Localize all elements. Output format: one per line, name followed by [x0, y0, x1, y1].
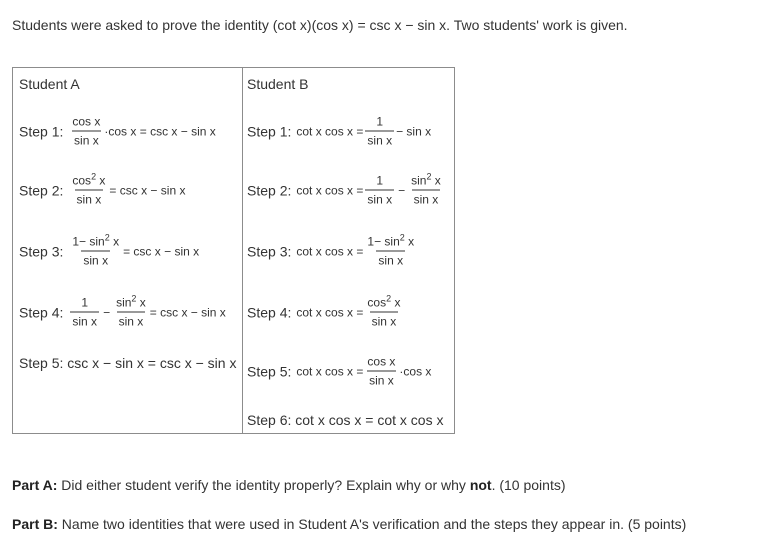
- fraction: $\frac{\text{cos x}}{\text{sin x}}$: [72, 114, 101, 148]
- fraction: $\frac{\cos^2 x}{\text{sin x}}$: [367, 293, 401, 329]
- fraction: $\frac{1}{\text{sin x}}$: [367, 114, 393, 148]
- step-expression: = csc x − sin x: [149, 305, 226, 319]
- step-expression: ·cos x: [399, 364, 432, 378]
- step-label: Step 2:: [247, 182, 292, 198]
- part-a-question: Part A: Did either student verify the identity properly? Explain why or why not. (10 points): [12, 477, 566, 493]
- proof-table: [12, 67, 455, 434]
- fraction: $\frac{1- \sin^2 x}{\text{sin x}}$: [72, 232, 120, 268]
- student-b-step-1: Step 1: cot x cos x = $\frac{1}{\text{sin x}}$ − sin x: [247, 114, 432, 148]
- fraction: $\frac{1- \sin^2 x}{\text{sin x}}$: [367, 232, 415, 268]
- step-label: Step 4:: [19, 304, 64, 320]
- part-a-label: Part A:: [12, 477, 58, 493]
- problem-statement: Students were asked to prove the identity (cot x)(cos x) = csc x − sin x. Two students' work is given.: [12, 17, 628, 33]
- step-label: Step 3:: [19, 243, 64, 259]
- step-label: Step 4:: [247, 304, 292, 320]
- student-a-step-5: Step 5: csc x − sin x = csc x − sin x: [19, 355, 237, 371]
- student-b-step-2: Step 2: cot x cos x = $\frac{1}{\text{sin x}}$ − $\frac{\sin^2 x}{\text{sin x}}$: [247, 171, 441, 207]
- fraction: $\frac{\cos^2 x}{\text{sin x}}$: [72, 171, 106, 207]
- part-b-question: Part B: Name two identities that were used in Student A's verification and the steps they appear in. (5 points): [12, 516, 687, 532]
- fraction: $\frac{1}{\text{sin x}}$: [367, 173, 393, 207]
- student-a-step-4: Step 4: $\frac{1}{\text{sin x}}$ − $\frac{\sin^2 x}{\text{sin x}}$ = csc x − sin x: [19, 293, 226, 329]
- fraction: $\frac{1}{\text{sin x}}$: [72, 295, 98, 329]
- step-label: Step 1:: [19, 123, 64, 139]
- step-label: Step 5:: [247, 363, 292, 379]
- column-divider: [242, 68, 243, 433]
- fraction: $\frac{\text{cos x}}{\text{sin x}}$: [367, 354, 396, 388]
- step-expression: = csc x − sin x: [123, 244, 200, 258]
- student-a-step-2: [19, 171, 186, 207]
- student-b-step-3: Step 3: cot x cos x = $\frac{1- \sin^2 x}{\text{sin x}}$: [247, 232, 415, 268]
- student-b-heading: Student B: [247, 76, 309, 92]
- fraction: $\frac{\sin^2 x}{\text{sin x}}$: [411, 171, 441, 207]
- step-expression: ·cos x = csc x − sin x: [104, 124, 216, 138]
- part-b-label: Part B:: [12, 516, 58, 532]
- fraction: $\frac{\sin^2 x}{\text{sin x}}$: [116, 293, 146, 329]
- student-a-step-3: [19, 232, 200, 268]
- student-a-heading: Student A: [19, 76, 80, 92]
- step-label: Step 1:: [247, 123, 292, 139]
- student-a-step-1: [19, 115, 216, 148]
- student-b-step-4: Step 4: cot x cos x = $\frac{\cos^2 x}{\text{sin x}}$: [247, 293, 401, 329]
- step-expression: = csc x − sin x: [109, 183, 186, 197]
- step-label: Step 3:: [247, 243, 292, 259]
- step-label: Step 2:: [19, 182, 64, 198]
- student-b-step-5: Step 5: cot x cos x = $\frac{\text{cos x}}{\text{sin x}}$ ·cos x: [247, 354, 432, 388]
- step-expression: − sin x: [396, 124, 432, 138]
- student-b-step-6: Step 6: cot x cos x = cot x cos x: [247, 412, 444, 428]
